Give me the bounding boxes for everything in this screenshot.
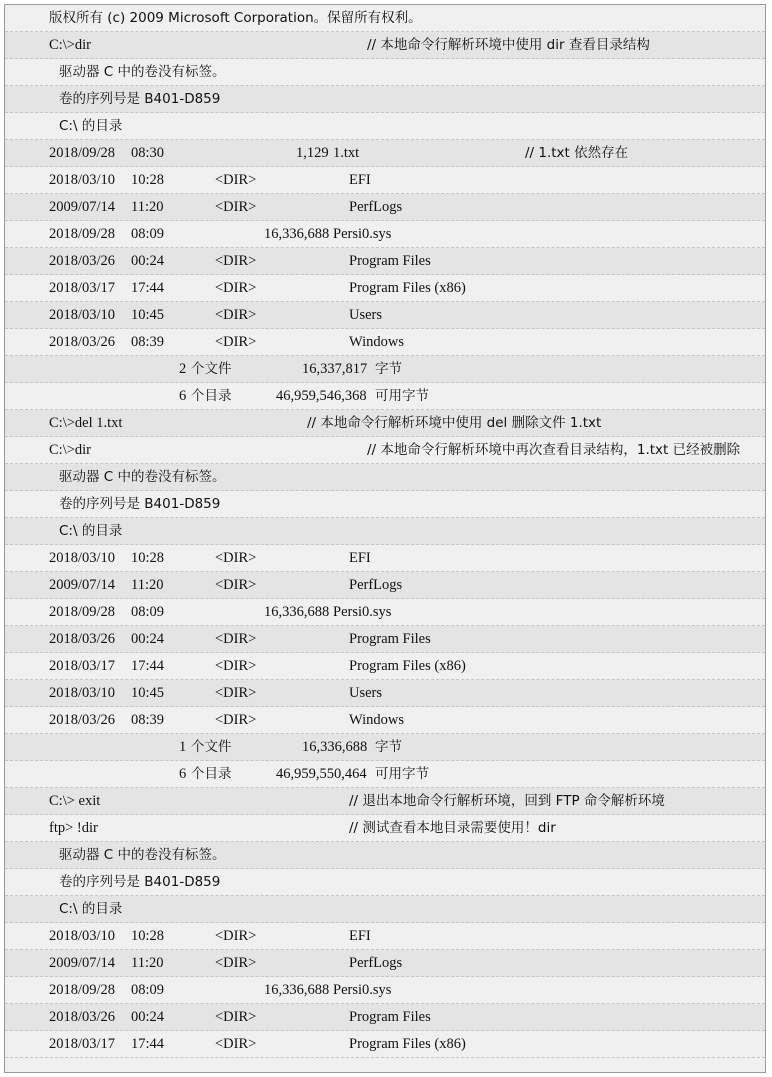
console-line-dir (5, 680, 765, 707)
date-cell: 2018/03/10 (49, 685, 116, 701)
name-cell: Persi0.sys (333, 226, 392, 242)
time-cell: 17:44 (131, 280, 165, 296)
time-cell: 08:09 (131, 226, 165, 242)
name-cell: PerfLogs (349, 199, 403, 215)
time-cell: 11:20 (131, 955, 164, 971)
time-cell: 10:28 (131, 550, 165, 566)
console-line-info (5, 842, 765, 869)
comment-text: // 本地命令行解析环境中使用 dir 查看目录结构 (367, 37, 650, 53)
console-line-summary (5, 734, 765, 761)
time-cell: 10:45 (131, 307, 165, 323)
date-cell: 2009/07/14 (49, 199, 116, 215)
info-text: 驱动器 C 中的卷没有标签。 (59, 469, 226, 485)
comment-text: // 退出本地命令行解析环境，回到 FTP 命令解析环境 (349, 793, 665, 809)
size-cell: 16,336,688 (264, 226, 330, 242)
console-line-file (5, 140, 765, 167)
time-cell: 08:39 (131, 334, 165, 350)
date-cell: 2018/09/28 (49, 145, 116, 161)
dir-tag: <DIR> (215, 280, 257, 296)
time-cell: 00:24 (131, 631, 165, 647)
date-cell: 2018/03/26 (49, 253, 116, 269)
value-cell: 46,959,550,464 (276, 766, 367, 782)
dir-tag: <DIR> (215, 577, 257, 593)
console-line-info (5, 113, 765, 140)
comment-text: // 测试查看本地目录需要使用！dir (349, 820, 556, 836)
date-cell: 2018/03/17 (49, 1036, 116, 1052)
info-text: 卷的序列号是 B401-D859 (59, 91, 221, 107)
date-cell: 2018/09/28 (49, 604, 116, 620)
time-cell: 17:44 (131, 1036, 165, 1052)
value-cell: 16,337,817 (302, 361, 368, 377)
name-cell: Program Files (x86) (349, 280, 466, 296)
name-cell: Program Files (349, 1009, 431, 1025)
count-label: 个目录 (191, 388, 232, 404)
console-line-cmd (5, 437, 765, 464)
time-cell: 00:24 (131, 1009, 165, 1025)
date-cell: 2018/09/28 (49, 226, 116, 242)
name-cell: PerfLogs (349, 577, 403, 593)
name-cell: Windows (349, 334, 404, 350)
dir-tag: <DIR> (215, 1036, 257, 1052)
console-line-info (5, 86, 765, 113)
console-line-dir (5, 329, 765, 356)
name-cell: PerfLogs (349, 955, 403, 971)
date-cell: 2018/03/26 (49, 712, 116, 728)
line-text: 版权所有 (c) 2009 Microsoft Corporation。保留所有权利。 (49, 10, 422, 26)
unit-label: 字节 (375, 739, 402, 755)
date-cell: 2018/03/10 (49, 307, 116, 323)
time-cell: 17:44 (131, 658, 165, 674)
console-line-text (5, 5, 765, 32)
count-cell: 1 (179, 739, 187, 755)
console-line-dir (5, 275, 765, 302)
date-cell: 2018/03/17 (49, 658, 116, 674)
command-text: C:\>dir (49, 442, 92, 458)
console-line-info (5, 869, 765, 896)
date-cell: 2018/03/10 (49, 172, 116, 188)
name-cell: Persi0.sys (333, 982, 392, 998)
unit-label: 可用字节 (375, 766, 429, 782)
info-text: 卷的序列号是 B401-D859 (59, 874, 221, 890)
console-line-dir (5, 1004, 765, 1031)
command-text: C:\>del 1.txt (49, 415, 123, 431)
dir-tag: <DIR> (215, 685, 257, 701)
comment-text: // 1.txt 依然存在 (525, 145, 629, 161)
dir-tag: <DIR> (215, 1009, 257, 1025)
console-line-dir (5, 248, 765, 275)
console-line-summary (5, 383, 765, 410)
count-cell: 2 (179, 361, 187, 377)
name-cell: Persi0.sys (333, 604, 392, 620)
date-cell: 2018/03/17 (49, 280, 116, 296)
console-line-info (5, 59, 765, 86)
name-cell: 1.txt (333, 145, 360, 161)
console-line-cmd (5, 815, 765, 842)
info-text: C:\ 的目录 (59, 118, 123, 134)
console-line-dir (5, 572, 765, 599)
console-line-dir (5, 302, 765, 329)
date-cell: 2018/03/26 (49, 1009, 116, 1025)
unit-label: 字节 (375, 361, 402, 377)
name-cell: Program Files (x86) (349, 1036, 466, 1052)
name-cell: EFI (349, 172, 371, 188)
dir-tag: <DIR> (215, 658, 257, 674)
console-line-dir (5, 626, 765, 653)
name-cell: EFI (349, 550, 371, 566)
console-line-dir (5, 167, 765, 194)
name-cell: Windows (349, 712, 404, 728)
console-line-cmd (5, 410, 765, 437)
console-line-cmd (5, 32, 765, 59)
console-line-info (5, 896, 765, 923)
value-cell: 46,959,546,368 (276, 388, 367, 404)
time-cell: 10:28 (131, 172, 165, 188)
date-cell: 2009/07/14 (49, 955, 116, 971)
console-line-dir (5, 545, 765, 572)
info-text: 卷的序列号是 B401-D859 (59, 496, 221, 512)
dir-tag: <DIR> (215, 928, 257, 944)
command-text: C:\>dir (49, 37, 92, 53)
console-line-file (5, 977, 765, 1004)
count-label: 个文件 (191, 361, 232, 377)
console-listing (4, 4, 766, 1073)
name-cell: Program Files (349, 631, 431, 647)
console-line-dir (5, 194, 765, 221)
count-label: 个目录 (191, 766, 232, 782)
time-cell: 10:28 (131, 928, 165, 944)
dir-tag: <DIR> (215, 172, 257, 188)
date-cell: 2009/07/14 (49, 577, 116, 593)
dir-tag: <DIR> (215, 955, 257, 971)
time-cell: 00:24 (131, 253, 165, 269)
name-cell: Users (349, 685, 383, 701)
name-cell: Program Files (349, 253, 431, 269)
date-cell: 2018/09/28 (49, 982, 116, 998)
time-cell: 08:30 (131, 145, 165, 161)
dir-tag: <DIR> (215, 334, 257, 350)
date-cell: 2018/03/10 (49, 550, 116, 566)
console-line-file (5, 599, 765, 626)
comment-text: // 本地命令行解析环境中再次查看目录结构，1.txt 已经被删除 (367, 442, 741, 458)
size-cell: 16,336,688 (264, 604, 330, 620)
console-line-dir (5, 923, 765, 950)
date-cell: 2018/03/10 (49, 928, 116, 944)
info-text: 驱动器 C 中的卷没有标签。 (59, 847, 226, 863)
date-cell: 2018/03/26 (49, 631, 116, 647)
name-cell: Program Files (x86) (349, 658, 466, 674)
comment-text: // 本地命令行解析环境中使用 del 删除文件 1.txt (307, 415, 602, 431)
console-line-cmd (5, 788, 765, 815)
time-cell: 08:09 (131, 604, 165, 620)
command-text: ftp> !dir (49, 820, 98, 836)
dir-tag: <DIR> (215, 307, 257, 323)
time-cell: 11:20 (131, 577, 164, 593)
console-line-info (5, 518, 765, 545)
count-cell: 6 (179, 766, 187, 782)
console-line-file (5, 221, 765, 248)
count-cell: 6 (179, 388, 187, 404)
dir-tag: <DIR> (215, 631, 257, 647)
console-line-summary (5, 761, 765, 788)
dir-tag: <DIR> (215, 550, 257, 566)
console-line-info (5, 464, 765, 491)
value-cell: 16,336,688 (302, 739, 368, 755)
time-cell: 08:39 (131, 712, 165, 728)
dir-tag: <DIR> (215, 253, 257, 269)
time-cell: 11:20 (131, 199, 164, 215)
command-text: C:\> exit (49, 793, 101, 809)
info-text: C:\ 的目录 (59, 523, 123, 539)
console-line-info (5, 491, 765, 518)
size-cell: 16,336,688 (264, 982, 330, 998)
time-cell: 08:09 (131, 982, 165, 998)
console-line-dir (5, 1031, 765, 1058)
name-cell: Users (349, 307, 383, 323)
date-cell: 2018/03/26 (49, 334, 116, 350)
time-cell: 10:45 (131, 685, 165, 701)
info-text: C:\ 的目录 (59, 901, 123, 917)
dir-tag: <DIR> (215, 199, 257, 215)
console-line-dir (5, 707, 765, 734)
count-label: 个文件 (191, 739, 232, 755)
info-text: 驱动器 C 中的卷没有标签。 (59, 64, 226, 80)
console-line-summary (5, 356, 765, 383)
unit-label: 可用字节 (375, 388, 429, 404)
console-line-dir (5, 653, 765, 680)
name-cell: EFI (349, 928, 371, 944)
size-cell: 1,129 (296, 145, 329, 161)
dir-tag: <DIR> (215, 712, 257, 728)
console-line-dir (5, 950, 765, 977)
